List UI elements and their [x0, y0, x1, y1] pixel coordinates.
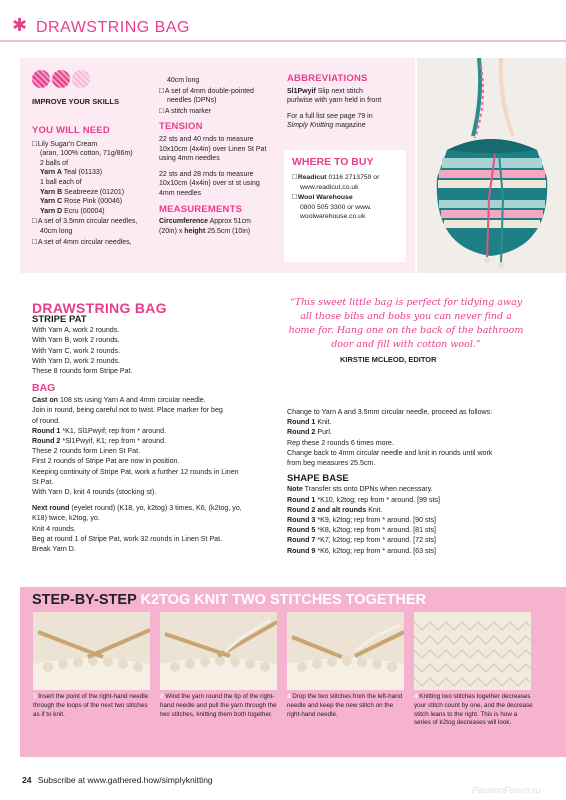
pattern-title: DRAWSTRING BAG — [32, 300, 167, 316]
bag-line — [32, 395, 272, 405]
step-photo-1 — [33, 612, 150, 690]
round-text: Knit. — [366, 505, 383, 514]
shape-line — [287, 535, 542, 545]
edging-line — [287, 448, 542, 458]
measure-label: height — [184, 227, 206, 235]
round-text: Transfer sts onto DPNs when necessary. — [302, 485, 433, 494]
round-text: Change to Yarn A and 3.5mm circular needle, proceed as follows: — [287, 408, 493, 416]
knitted-fabric-illustration — [414, 612, 531, 690]
round-text: *K9, k2tog; rep from * around. [90 sts] — [315, 516, 437, 525]
round-text: *K8, k2tog; rep from * around. [81 sts] — [315, 526, 437, 535]
measure-label: Circumference — [159, 218, 209, 226]
material-line: 40cm long — [40, 227, 73, 235]
subscribe-link[interactable]: Subscribe at www.gathered.how/simplyknitting — [37, 775, 213, 785]
pattern-right-column — [287, 407, 542, 556]
shape-base-heading: SHAPE BASE — [287, 473, 349, 485]
step-caption-3 — [287, 693, 407, 719]
stripe-line: These 8 rounds form Stripe Pat. — [32, 367, 133, 376]
measurements-text — [159, 217, 284, 236]
stockist-detail: 0800 505 3300 or www. — [300, 203, 372, 211]
editor-quote: “This sweet little bag is perfect for tidying away all those bibs and bobs you can never find a home for. Hang one on the back of the bathroom door and fill with cotton wool.” — [288, 297, 524, 350]
stripe-line: With Yarn B, work 2 rounds. — [32, 336, 120, 345]
quote-author: KIRSTIE MCLEOD, EDITOR — [340, 355, 437, 364]
shape-line — [287, 484, 542, 494]
round-text: K18) twice, k2tog, yo. — [32, 514, 100, 523]
material-line: 40cm long — [167, 77, 200, 84]
asterisk-icon: ✱ — [12, 15, 28, 35]
edging-line — [287, 438, 542, 448]
you-will-need — [32, 126, 152, 247]
round-text: Keeping continuity of Stripe Pat, work a further 12 rounds in Linen — [32, 467, 239, 476]
round-text: First 2 rounds of Stripe Pat are now in position. — [32, 457, 180, 466]
step-number: 2 — [160, 693, 164, 700]
technique-label: K2TOG KNIT TWO STITCHES TOGETHER — [140, 592, 426, 608]
round-text: *K10, k2tog; rep from * around. [99 sts] — [315, 495, 440, 504]
step-number: 4 — [414, 693, 418, 700]
material-line: (aran, 100% cotton, 71g/86m) — [40, 150, 133, 158]
bag-photo — [417, 58, 566, 273]
step-text: Wind the yarn round the tip of the right-hand needle and pull the yarn through the two stitches, knitting them both together. — [160, 693, 277, 718]
shape-line — [287, 515, 542, 525]
abbrev-def: Slip next stitch — [315, 87, 363, 95]
bag-line — [32, 503, 272, 513]
stockist-name: Wool Warehouse — [297, 194, 353, 202]
round-text: Rep these 2 rounds 6 times more. — [287, 438, 394, 447]
abbrev-more-3: magazine — [333, 122, 366, 130]
bag-line — [32, 513, 272, 523]
yarn-label: Yarn A — [40, 169, 62, 177]
material-line: □ A stitch marker — [159, 106, 284, 117]
step-caption-2 — [160, 693, 280, 719]
round-text: of round. — [32, 416, 61, 425]
bag-line — [32, 524, 272, 534]
you-will-need-heading: YOU WILL NEED — [32, 125, 110, 136]
step-by-step-title — [32, 592, 426, 608]
measure-value: 25.5cm (10in) — [205, 227, 251, 235]
knitting-needles-illustration — [160, 612, 277, 690]
magazine-name: Simply Knitting — [287, 122, 334, 130]
round-label: Round 5 — [287, 526, 316, 535]
yarn-label: Yarn C — [40, 198, 63, 206]
tension-line: 22 sts and 40 rnds to measure — [159, 135, 254, 143]
knitting-needles-illustration — [287, 612, 404, 690]
skill-label: IMPROVE YOUR SKILLS — [32, 97, 119, 106]
step-text: Knitting two stitches together decreases your stitch count by one, and the decrease stitch leans to the right. This is how a series of k2tog decreases will look. — [414, 693, 533, 727]
materials-list-cont — [159, 76, 284, 116]
yarn-colour: Seabreeze (01201) — [62, 188, 125, 196]
stripe-line: With Yarn C, work 2 rounds. — [32, 346, 121, 355]
round-label: Round 2 and alt rounds — [287, 505, 367, 514]
tension-line: using 4mm needles — [159, 155, 220, 163]
material-line — [32, 168, 152, 178]
edging-line — [287, 458, 542, 468]
edging-line — [287, 427, 542, 437]
page-header — [0, 0, 566, 44]
material-line: □ A set of 3.5mm circular needles, — [32, 216, 152, 227]
shape-line — [287, 525, 542, 535]
round-text: Knit 4 rounds. — [32, 524, 76, 533]
round-label: Next round — [32, 504, 70, 513]
round-label: Round 1 — [32, 426, 61, 435]
material-line — [32, 188, 152, 198]
yarn-colour: Teal (01133) — [61, 169, 103, 177]
material-line: needles (DPNs) — [167, 97, 217, 105]
bag-line — [32, 467, 272, 477]
round-text: from beg measures 25.5cm. — [287, 459, 376, 468]
where-to-buy — [284, 150, 406, 262]
tension-line: 10x10cm (4x4in) over Linen St Pat — [159, 145, 267, 153]
bag-line — [32, 544, 272, 554]
stockist — [292, 192, 398, 203]
round-text: Break Yarn D. — [32, 545, 76, 554]
tension-line: 4mm needles — [159, 189, 202, 197]
abbrev-more: For a full list see page 79 in — [287, 112, 373, 120]
stockist — [292, 172, 398, 183]
where-to-buy-heading: WHERE TO BUY — [292, 156, 374, 168]
abbreviations-heading: ABBREVIATIONS — [287, 73, 368, 84]
abbrev-term: Sl1Pwyif — [287, 87, 316, 95]
material-line — [32, 197, 152, 207]
material-line: 2 balls of — [40, 159, 69, 167]
round-text: *K1, Sl1Pwyif; rep from * around. — [60, 426, 167, 435]
round-label: Round 7 — [287, 536, 316, 545]
material-line: □ Lily Sugar'n Cream — [32, 139, 152, 150]
round-text: These 2 rounds form Linen St Pat. — [32, 447, 141, 456]
step-caption-1 — [33, 693, 153, 719]
tension-text — [159, 135, 284, 199]
edging-instructions — [287, 407, 542, 468]
measure-value: (20in) x — [159, 227, 185, 235]
yarn-label: Yarn B — [40, 188, 63, 196]
bag-instructions — [32, 395, 272, 554]
watermark: PassionForum.ru — [472, 785, 541, 795]
knitting-needles-illustration — [33, 612, 150, 690]
round-text: Knit. — [315, 418, 332, 427]
round-label: Note — [287, 485, 303, 494]
bag-heading: BAG — [32, 382, 56, 395]
round-text: Change back to 4mm circular needle and knit in rounds until work — [287, 448, 493, 457]
round-text: Purl. — [315, 428, 332, 437]
abbreviations — [287, 74, 412, 131]
tension-line: 10x10cm (4x4in) over st st using — [159, 180, 260, 188]
round-text: *Sl1Pwyif, K1; rep from * around. — [60, 437, 167, 446]
round-text: Join in round, being careful not to twist. Place marker for beg — [32, 406, 223, 415]
round-text: St Pat. — [32, 477, 54, 486]
pattern-left-column — [32, 315, 272, 554]
step-text: Drop the two stitches from the left-hand needle and keep the new stitch on the right-hand needle. — [287, 693, 403, 718]
shape-line — [287, 495, 542, 505]
bag-line — [32, 426, 272, 436]
stockist-name: Readicut — [297, 174, 327, 181]
round-label: Round 3 — [287, 516, 316, 525]
stockist-phone: 0116 2713759 or — [326, 174, 380, 181]
shape-base-instructions — [287, 484, 542, 555]
material-line: □ A set of 4mm double-pointed — [159, 86, 284, 97]
shape-line — [287, 546, 542, 556]
materials-list — [32, 139, 152, 248]
tension-heading: TENSION — [159, 121, 203, 133]
measure-value: Approx 51cm — [208, 218, 251, 226]
round-label: Round 2 — [32, 437, 61, 446]
round-text: *K7, k2tog; rep from * around. [72 sts] — [315, 536, 437, 545]
bag-line — [32, 446, 272, 456]
header-rule — [0, 40, 566, 42]
bag-line — [32, 405, 272, 415]
round-text: (eyelet round) (K18, yo, k2tog) 3 times, K6, (k2tog, yo, — [69, 504, 242, 513]
measurement-line — [159, 217, 284, 227]
stockists-list — [292, 172, 398, 222]
yarn-colour: Rose Pink (00046) — [62, 198, 123, 206]
step-number: 1 — [33, 693, 37, 700]
shape-line — [287, 505, 542, 515]
round-label: Cast on — [32, 396, 59, 405]
step-caption-4 — [414, 693, 534, 728]
round-label: Round 1 — [287, 418, 316, 427]
round-text: Beg at round 1 of Stripe Pat, work 32 rounds in Linen St Pat. — [32, 534, 223, 543]
round-text: With Yarn D, knit 4 rounds (stocking st). — [32, 488, 157, 497]
skill-level — [32, 70, 152, 106]
yarn-label: Yarn D — [40, 207, 63, 215]
yarn-colour: Ecru (00004) — [62, 207, 105, 215]
material-line — [32, 207, 152, 217]
stripe-pat-heading: STRIPE PAT — [32, 314, 87, 325]
stockist-detail: woolwarehouse.co.uk — [300, 213, 366, 221]
measurements-heading: MEASUREMENTS — [159, 203, 243, 215]
materials-column-2 — [159, 76, 284, 236]
bag-line — [32, 456, 272, 466]
round-text: 108 sts using Yarn A and 4mm circular needle. — [58, 396, 206, 405]
bag-line — [32, 416, 272, 426]
page-footer — [22, 775, 213, 785]
stripe-line: With Yarn A, work 2 rounds. — [32, 326, 120, 335]
tension-line: 22 sts and 28 rnds to measure — [159, 170, 254, 178]
yarn-ball-icon — [32, 70, 50, 88]
bag-line — [32, 487, 272, 497]
abbrev-def-2: purlwise with yarn held in front — [287, 97, 382, 105]
round-label: Round 2 — [287, 428, 316, 437]
round-label: Round 1 — [287, 495, 316, 504]
step-photo-4 — [414, 612, 531, 690]
step-text: Insert the point of the right-hand needle through the loops of the next two stitches as if to knit. — [33, 693, 149, 718]
bag-line — [32, 477, 272, 487]
material-line: 1 ball each of — [40, 178, 82, 186]
page-title: DRAWSTRING BAG — [36, 19, 190, 36]
edging-line — [287, 407, 542, 417]
material-line: □ A set of 4mm circular needles, — [32, 237, 152, 248]
drawstring-bag-illustration — [417, 58, 566, 273]
bag-line — [32, 534, 272, 544]
yarn-ball-icon — [72, 70, 90, 88]
page-number: 24 — [22, 775, 32, 785]
yarn-ball-icon — [52, 70, 70, 88]
stripe-line: With Yarn D, work 2 rounds. — [32, 356, 121, 365]
stockist-detail: www.readicut.co.uk — [300, 183, 359, 191]
step-number: 3 — [287, 693, 291, 700]
round-label: Round 9 — [287, 546, 316, 555]
step-by-step-label: STEP-BY-STEP — [32, 592, 137, 608]
step-photo-3 — [287, 612, 404, 690]
round-text: *K6, k2tog; rep from * around. [63 sts] — [315, 546, 437, 555]
stripe-pattern-text — [32, 325, 272, 376]
measurement-line — [159, 227, 284, 237]
edging-line — [287, 417, 542, 427]
bag-line — [32, 436, 272, 446]
step-photo-2 — [160, 612, 277, 690]
